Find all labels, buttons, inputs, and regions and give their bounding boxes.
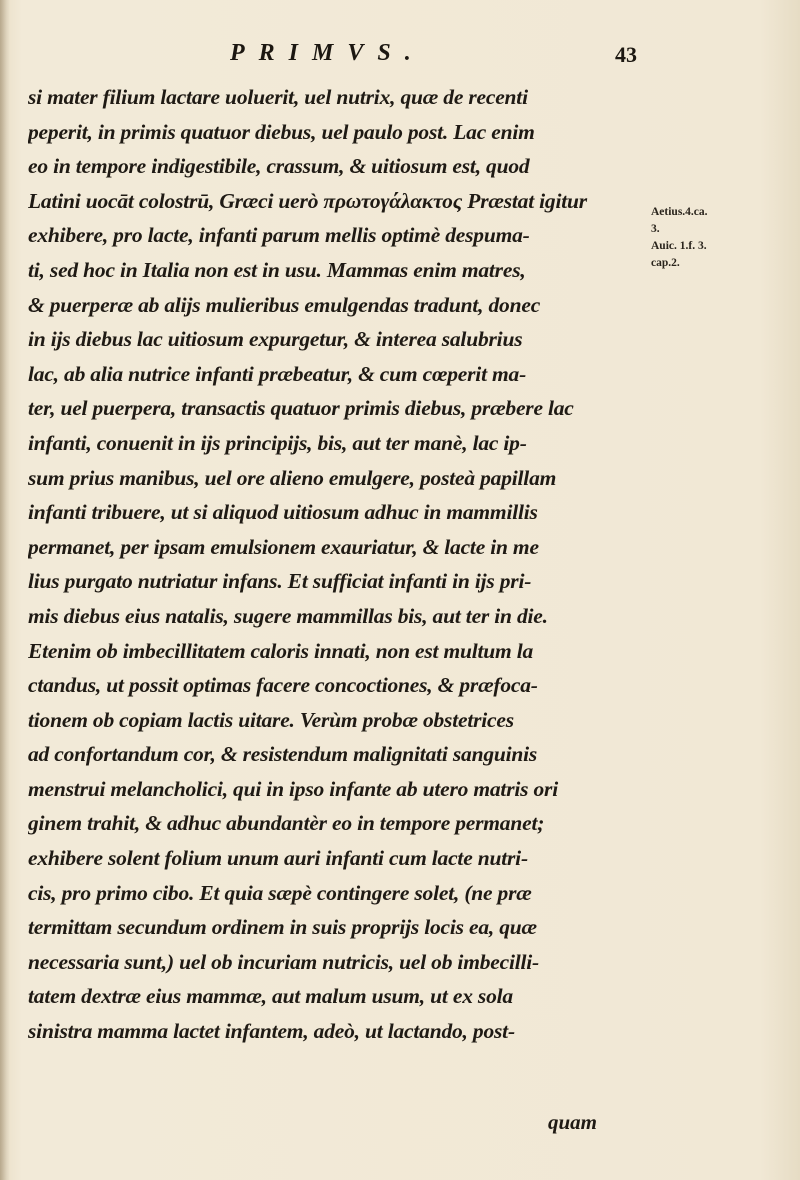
text-line: exhibere, pro lacte, infanti parum mellis optimè despuma- [28, 223, 530, 248]
text-line: tatem dextræ eius mammæ, aut malum usum, ut ex sola [28, 984, 513, 1009]
text-line: mis diebus eius natalis, sugere mammillas bis, aut ter in die. [28, 603, 548, 628]
text-line: menstrui melancholici, qui in ipso infante ab utero matris ori [28, 776, 558, 801]
text-line: infanti tribuere, ut si aliquod uitiosum adhuc in mammillis [28, 500, 538, 525]
body-text [28, 80, 648, 1049]
text-line: Etenim ob imbecillitatem caloris innati, non est multum la [28, 638, 534, 663]
page-header [0, 40, 800, 70]
margin-note: Auic. 1.f. 3. [651, 240, 707, 252]
margin-note: 3. [651, 223, 660, 235]
text-line: peperit, in primis quatuor diebus, uel paulo post. Lac enim [28, 119, 535, 144]
margin-note: Aetius.4.ca. [651, 206, 708, 218]
text-line: permanet, per ipsam emulsionem exauriatur, & lacte in me [28, 534, 539, 559]
text-line: ter, uel puerpera, transactis quatuor primis diebus, præbere lac [28, 396, 574, 421]
text-line: & puerperæ ab alijs mulieribus emulgendas tradunt, donec [28, 292, 541, 317]
gutter-shadow [0, 0, 10, 1180]
text-line: ginem trahit, & adhuc abundantèr eo in tempore permanet; [28, 811, 545, 836]
text-line: cis, pro primo cibo. Et quia sæpè contingere solet, (ne præ [28, 880, 532, 905]
text-line: termittam secundum ordinem in suis proprijs locis ea, quæ [28, 915, 537, 940]
catchword: quam [548, 1110, 598, 1134]
page-number: 43 [615, 42, 637, 67]
text-line: si mater filium lactare uoluerit, uel nutrix, quæ de recenti [28, 85, 528, 109]
text-line: Latini uocāt colostrū, Græci uerò πρωτογάλακτος Præstat igitur [28, 188, 587, 213]
text-line: exhibere solent folium unum auri infanti cum lacte nutri- [28, 846, 528, 871]
text-line: ad confortandum cor, & resistendum malignitati sanguinis [28, 742, 538, 767]
text-line: eo in tempore indigestibile, crassum, & uitiosum est, quod [28, 154, 530, 179]
text-line: necessaria sunt,) uel ob incuriam nutricis, uel ob imbecilli- [28, 949, 540, 974]
text-line: sinistra mamma lactet infantem, adeò, ut lactando, post- [28, 1019, 515, 1044]
margin-note: cap.2. [651, 257, 680, 269]
text-line: tionem ob copiam lactis uitare. Verùm probæ obstetrices [28, 707, 514, 732]
text-line: ctandus, ut possit optimas facere concoctiones, & præfoca- [28, 673, 538, 698]
text-line: in ijs diebus lac uitiosum expurgetur, & interea salubrius [28, 327, 523, 352]
running-title: PRIMVS. [230, 40, 425, 66]
text-line: ti, sed hoc in Italia non est in usu. Mammas enim matres, [28, 257, 526, 282]
marginal-notes [651, 204, 791, 272]
text-line: lac, ab alia nutrice infanti præbeatur, & cum cœperit ma- [28, 361, 527, 386]
text-line: lius purgato nutriatur infans. Et sufficiat infanti in ijs pri- [28, 569, 532, 594]
text-line: sum prius manibus, uel ore alieno emulgere, posteà papillam [28, 465, 557, 490]
text-line: infanti, conuenit in ijs principijs, bis, aut ter manè, lac ip- [28, 430, 527, 455]
